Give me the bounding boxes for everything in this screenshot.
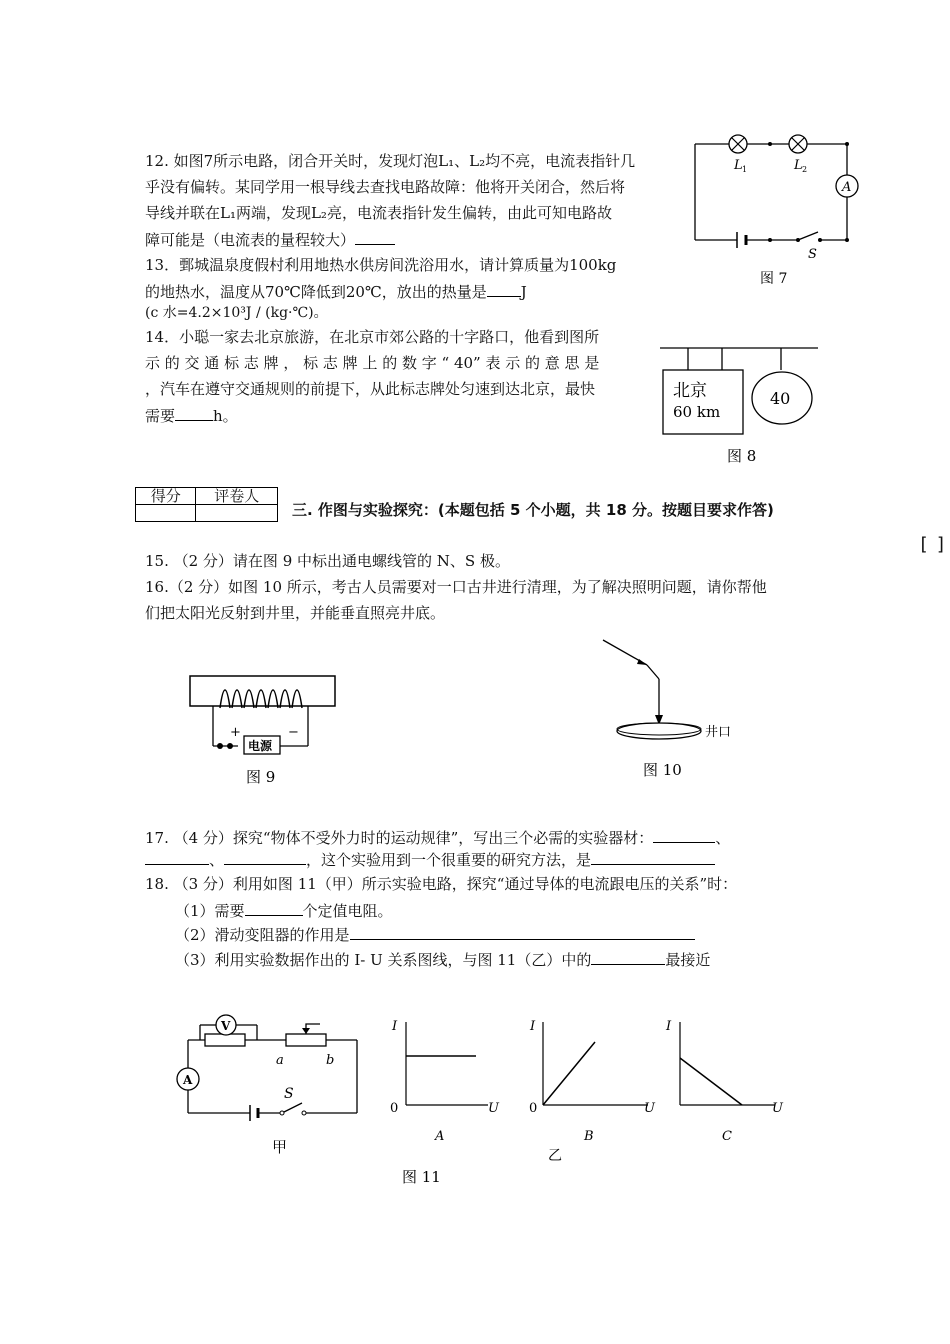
l1-label: L: [734, 158, 743, 173]
q14-unit: h。: [213, 407, 238, 425]
ammeter-label: A: [842, 180, 852, 195]
figure-11-yi-graphs: [380, 1010, 800, 1190]
q18-item2-text: （2）滑动变阻器的作用是: [175, 926, 350, 944]
q13-unit: J: [520, 283, 527, 301]
q14-answer-blank[interactable]: [175, 402, 213, 421]
graph-c-axis-i: I: [666, 1019, 672, 1034]
l1-subscript: 1: [742, 165, 748, 174]
figure-7-circuit: [680, 128, 870, 293]
score-table: [135, 487, 278, 522]
q14-line4-text: 需要: [145, 407, 176, 425]
q17-line1-text: 17. （4 分）探究“物体不受外力时的运动规律”，写出三个必需的实验器材：: [145, 829, 654, 847]
q17-blank-method[interactable]: [591, 846, 715, 865]
graph-b-origin: 0: [529, 1101, 538, 1116]
q12-line4: [145, 226, 395, 253]
figure-8-sign: [655, 340, 830, 470]
q13-line1: 13．鄄城温泉度假村利用地热水供房间洗浴用水，请计算质量为100kg: [145, 256, 617, 274]
q17-line2-text: ，这个实验用到一个很重要的研究方法，是: [306, 851, 592, 869]
q15-text: 15. （2 分）请在图 9 中标出通电螺线管的 N、S 极。: [145, 552, 510, 570]
q13-line2-text: 的地热水，温度从70℃降低到20℃，放出的热量是: [145, 283, 487, 301]
sign-distance: 60 km: [673, 403, 721, 421]
switch-label: S: [284, 1086, 294, 1102]
graph-a-label: A: [435, 1129, 445, 1144]
graph-b-axis-u: U: [644, 1101, 655, 1116]
distance-sign: [663, 370, 743, 434]
switch-blade: [798, 232, 818, 240]
graph-b: [529, 1019, 656, 1164]
l2-label: L: [794, 158, 803, 173]
well-mouth: [617, 723, 701, 739]
sign-city: 北京: [673, 381, 707, 401]
q18-blank-3[interactable]: [591, 946, 665, 965]
graph-a-axis-u: U: [488, 1101, 499, 1116]
grader-header: 评卷人: [196, 488, 278, 505]
figure-9-caption: 图 9: [246, 768, 276, 786]
q17-sep-1: 、: [715, 829, 731, 847]
q12-answer-blank[interactable]: [355, 226, 395, 245]
q18-item1-text: （1）需要: [175, 902, 245, 920]
l2-subscript: 2: [802, 165, 808, 174]
section-3-title: 三. 作图与实验探究：(本题包括 5 个小题，共 18 分。按题目要求作答): [292, 501, 774, 519]
positive-terminal: +: [230, 725, 241, 740]
point-b-label: b: [326, 1053, 335, 1068]
graph-b-line: [543, 1042, 595, 1105]
figure-9-solenoid: [180, 668, 345, 793]
graph-b-axis-i: I: [530, 1019, 536, 1034]
graph-a-origin: 0: [390, 1101, 399, 1116]
q18-item3-tail: 最接近: [665, 951, 711, 969]
q18-blank-2[interactable]: [350, 921, 695, 940]
q17-line2: [145, 846, 715, 873]
q12-line2: 乎没有偏转。某同学用一根导线去查找电路故障：他将开关闭合，然后将: [145, 178, 626, 196]
switch-blade: [282, 1103, 302, 1113]
switch-label: S: [808, 247, 817, 262]
q18-item1: [175, 897, 393, 924]
jia-label: 甲: [272, 1138, 288, 1156]
q13-answer-blank[interactable]: [487, 278, 521, 297]
q12-line1: 12. 如图7所示电路，闭合开关时，发现灯泡L₁、L₂均不亮，电流表指针几: [145, 152, 636, 170]
rheostat: [286, 1034, 326, 1046]
q18-item2: [175, 921, 695, 948]
q17-sep-2: 、: [209, 851, 225, 869]
figure-11-jia-circuit: [170, 1010, 370, 1160]
negative-terminal: −: [288, 725, 299, 740]
figure-11-caption: 图 11: [402, 1168, 441, 1186]
voltmeter-label: V: [221, 1019, 231, 1033]
q14-line4: [145, 402, 238, 429]
grader-cell[interactable]: [196, 505, 278, 522]
speed-limit-value: 40: [770, 389, 791, 408]
yi-label: 乙: [548, 1148, 562, 1164]
q17-blank-3[interactable]: [224, 846, 306, 865]
graph-a-axis-i: I: [392, 1019, 398, 1034]
q17-blank-2[interactable]: [145, 846, 209, 865]
ammeter-label: A: [183, 1073, 193, 1087]
q16-line1: 16.（2 分）如图 10 所示，考古人员需要对一口古井进行清理，为了解决照明问题，请你帮他: [145, 578, 767, 596]
q14-line3: ，汽车在遵守交通规则的前提下，从此标志牌处匀速到达北京，最快: [145, 380, 596, 398]
score-cell[interactable]: [136, 505, 196, 522]
graph-c-line: [680, 1058, 742, 1105]
graph-a: [390, 1019, 500, 1144]
q16-line2: 们把太阳光反射到井里，并能垂直照亮井底。: [145, 604, 446, 622]
figure-10-caption: 图 10: [643, 761, 682, 779]
q18-item1-tail: 个定值电阻。: [302, 902, 393, 920]
score-header: 得分: [136, 488, 196, 505]
q17-blank-1[interactable]: [653, 824, 715, 843]
margin-bracket-mark: [ ]: [918, 534, 945, 555]
q12-line3: 导线并联在L₁两端，发现L₂亮，电流表指针发生偏转，由此可知电路故: [145, 204, 612, 222]
fixed-resistor: [205, 1034, 245, 1046]
q14-line2: 示 的 交 通 标 志 牌 ， 标 志 牌 上 的 数 字 “ 40” 表 示 的 意 思 是: [145, 354, 600, 372]
figure-8-caption: 图 8: [727, 447, 757, 465]
lamp-l1-icon: [729, 135, 747, 153]
power-source-label: 电源: [248, 739, 273, 753]
q13-line3: (c 水=4.2×10³J / (kg·℃)。: [145, 305, 328, 321]
lamp-l2-icon: [789, 135, 807, 153]
point-a-label: a: [276, 1053, 284, 1068]
figure-10-well: [595, 635, 745, 785]
q18-item3-text: （3）利用实验数据作出的 I- U 关系图线，与图 11（乙）中的: [175, 951, 592, 969]
q18-item3: [175, 946, 710, 973]
graph-c: [665, 1019, 784, 1144]
q18-line1: 18. （3 分）利用如图 11（甲）所示实验电路，探究“通过导体的电流跟电压的关系”时：: [145, 875, 738, 893]
q12-line4-text: 障可能是（电流表的量程较大）: [145, 231, 356, 249]
graph-b-label: B: [584, 1129, 594, 1144]
graph-c-axis-u: U: [772, 1101, 783, 1116]
q14-line1: 14．小聪一家去北京旅游，在北京市郊公路的十字路口，他看到图所: [145, 328, 600, 346]
well-label: 井口: [705, 725, 732, 740]
figure-7-caption: 图 7: [760, 271, 788, 287]
graph-c-label: C: [722, 1129, 732, 1144]
q18-blank-1[interactable]: [245, 897, 303, 916]
